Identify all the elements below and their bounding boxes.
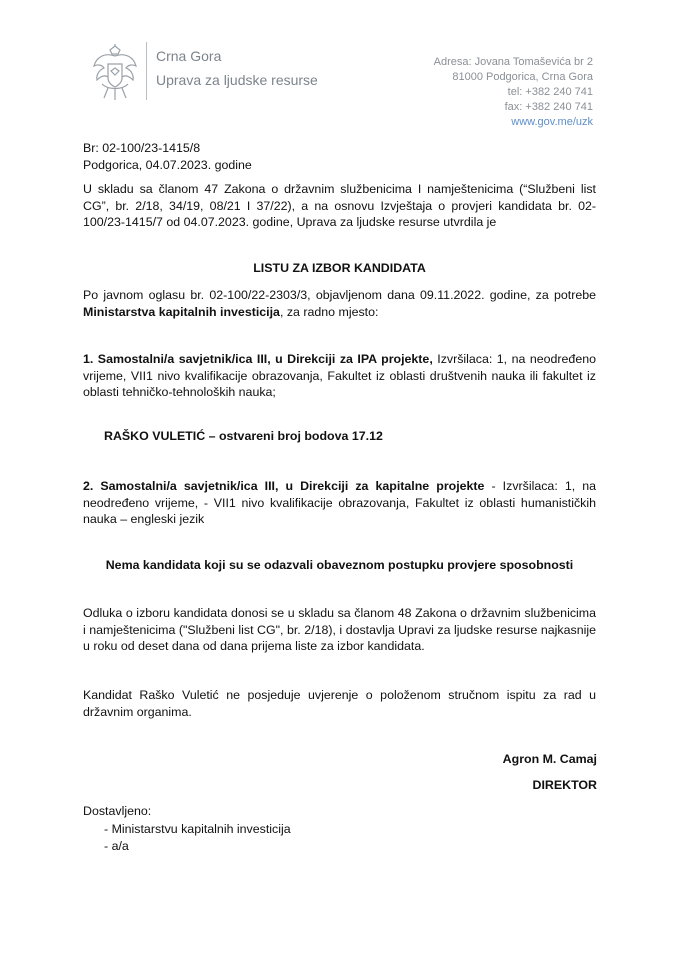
no-candidates-notice: Nema kandidata koji su se odazvali obaveznom postupku provjere sposobnosti <box>105 558 574 572</box>
address-line: Adresa: Jovana Tomaševića br 2 <box>433 56 593 68</box>
tel-line: tel: +382 240 741 <box>507 86 593 98</box>
position-2-details: - Izvršilaca: 1, na neodređeno vrijeme, - VII1 nivo kvalifikacije obrazovanja, Fakultet iz oblasti humanističkih nauka – engleski jezik <box>83 479 596 526</box>
list-item: - a/a <box>104 839 129 853</box>
delivered-label: Dostavljeno: <box>83 804 152 818</box>
recipient-list <box>104 821 291 855</box>
announcement-suffix: , za radno mjesto: <box>279 304 379 319</box>
header-divider <box>146 42 147 100</box>
announcement-text: Po javnom oglasu br. 02-100/22-2303/3, objavljenom dana 09.11.2022. godine, za potrebe <box>83 288 596 302</box>
position-2-title: 2. Samostalni/a savjetnik/ica III, u Direkciji za kapitalne projekte <box>83 479 485 493</box>
org-name: Uprava za ljudske resurse <box>156 72 318 88</box>
intro-paragraph: U skladu sa članom 47 Zakona o državnim službenicima I namještenicima (“Službeni list CG”, br. 2/18, 34/19, 08/21 I 37/22), a na osnovu Izvještaja o provjeri kandidata br. 02-100/23-1415/7 od 04.07.2023. godine, Uprava za ljudske resurse utvrdila je <box>83 182 596 229</box>
place-date: Podgorica, 04.07.2023. godine <box>83 157 252 172</box>
signatory-role: DIREKTOR <box>532 778 597 792</box>
city-line: 81000 Podgorica, Crna Gora <box>452 71 593 83</box>
selected-candidate: RAŠKO VULETIĆ – ostvareni broj bodova 17.12 <box>104 429 383 443</box>
document-title: LISTU ZA IZBOR KANDIDATA <box>253 261 426 275</box>
position-1-details: Izvršilaca: 1, na neodređeno vrijeme, VII1 nivo kvalifikacije obrazovanja, Fakultet iz oblasti društvenih nauka ili fakultet iz oblasti tehničko-tehnoloških nauka; <box>83 352 596 399</box>
list-item: - Ministarstvu kapitalnih investicija <box>104 822 291 836</box>
reference-number: Br: 02-100/23-1415/8 <box>83 141 201 155</box>
position-1 <box>83 351 596 401</box>
candidate-note: Kandidat Raško Vuletić ne posjeduje uvjerenje o položenom stručnom ispitu za rad u državnim organima. <box>83 688 596 719</box>
decision-paragraph: Odluka o izboru kandidata donosi se u skladu sa članom 48 Zakona o državnim službenicima i namještenicima ("Službeni list CG", br. 2/18), i dostavlja Upravi za ljudske resurse najkasnije u roku od deset dana od dana prijema liste za izbor kandidata. <box>83 606 596 653</box>
contact-block <box>434 55 593 130</box>
coat-of-arms-icon <box>90 44 140 102</box>
position-1-title: 1. Samostalni/a savjetnik/ica III, u Direkciji za IPA projekte, <box>83 352 433 366</box>
position-2 <box>83 478 596 528</box>
fax-line: fax: +382 240 741 <box>504 101 593 113</box>
org-country: Crna Gora <box>156 48 222 64</box>
signatory-name: Agron M. Camaj <box>502 752 597 766</box>
ministry-name: Ministarstva kapitalnih investicija <box>83 304 280 319</box>
announcement-paragraph <box>83 287 596 320</box>
website-link[interactable]: www.gov.me/uzk <box>511 116 593 128</box>
reference-block <box>83 140 252 173</box>
